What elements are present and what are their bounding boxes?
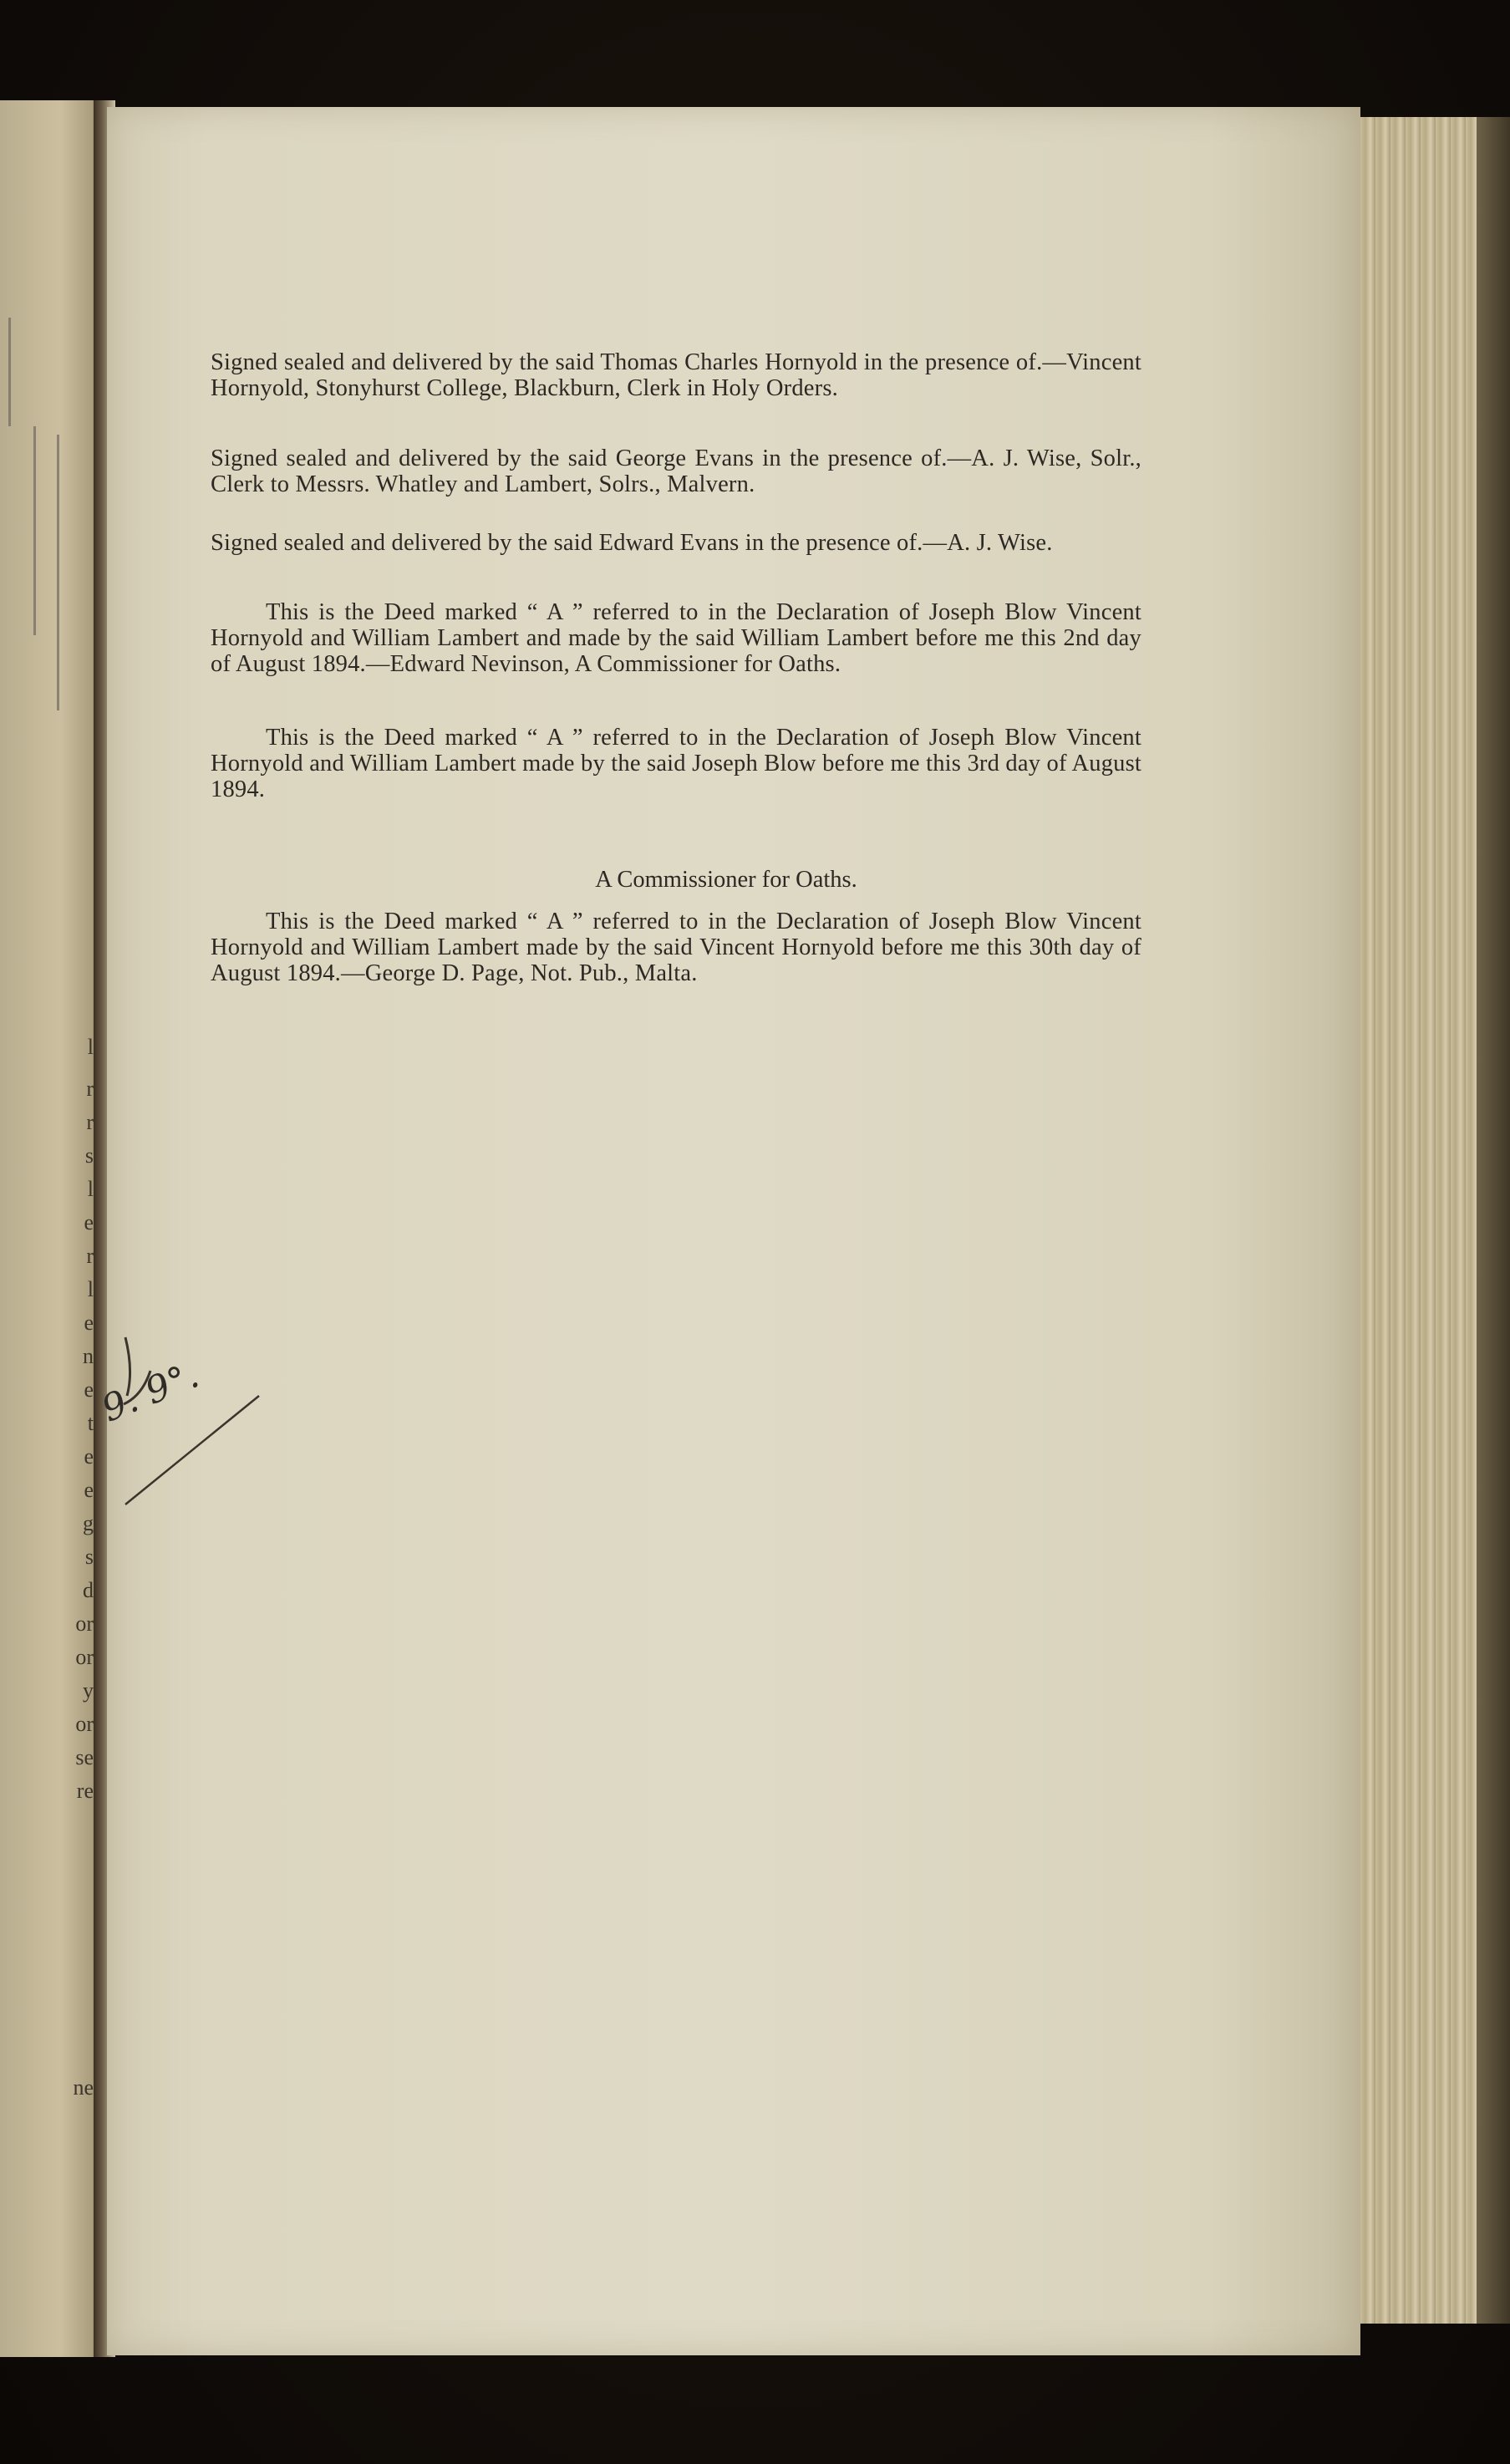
edge-char: e bbox=[84, 1210, 94, 1235]
edge-char: s bbox=[84, 1143, 94, 1168]
edge-char: n bbox=[83, 1344, 94, 1368]
handwritten-margin-note: 9. 9°. bbox=[95, 1353, 206, 1431]
edge-char: l bbox=[87, 1177, 94, 1201]
edge-char: d bbox=[83, 1578, 94, 1602]
attestation-thomas-hornyold: Signed sealed and delivered by the said Thomas Charles Hornyold in the presence of.—Vincent Hornyold, Stonyhurst College, Blackburn, Clerk in Holy Orders. bbox=[211, 349, 1141, 401]
attestation-edward-evans: Signed sealed and delivered by the said Edward Evans in the presence of.—A. J. Wise. bbox=[211, 530, 1053, 556]
edge-char: e bbox=[84, 1377, 94, 1402]
edge-char: s bbox=[84, 1545, 94, 1569]
document-page bbox=[107, 107, 1360, 2355]
edge-char: or bbox=[75, 1645, 94, 1669]
edge-char: or bbox=[75, 1611, 94, 1636]
commissioner-signature-line: A Commissioner for Oaths. bbox=[595, 867, 857, 893]
edge-char: r bbox=[86, 1110, 94, 1134]
edge-char: r bbox=[86, 1077, 94, 1101]
edge-char: or bbox=[75, 1712, 94, 1736]
edge-char: y bbox=[83, 1678, 94, 1703]
edge-char: r bbox=[86, 1244, 94, 1268]
edge-char: l bbox=[87, 1035, 94, 1059]
edge-char: e bbox=[84, 1478, 94, 1502]
deed-declaration-lambert: This is the Deed marked “ A ” referred to in the Declaration of Joseph Blow Vincent Hornyold and William Lambert and made by the said William Lambert before me this 2nd day of August 1894.—Edward Nevinson, A Commissioner for Oaths. bbox=[211, 599, 1141, 677]
deed-declaration-blow: This is the Deed marked “ A ” referred to in the Declaration of Joseph Blow Vincent Hornyold and William Lambert made by the said Joseph Blow before me this 3rd day of August 1894. bbox=[211, 725, 1141, 802]
edge-char: l bbox=[87, 1277, 94, 1301]
edge-char: g bbox=[83, 1511, 94, 1535]
facing-page-left bbox=[0, 100, 100, 2357]
edge-char: e bbox=[84, 1444, 94, 1469]
book-cover-edge bbox=[1477, 117, 1510, 2324]
edge-char: re bbox=[76, 1779, 94, 1803]
attestation-george-evans: Signed sealed and delivered by the said George Evans in the presence of.—A. J. Wise, Solr., Clerk to Messrs. Whatley and Lambert, Solrs., Malvern. bbox=[211, 445, 1141, 497]
deed-declaration-hornyold: This is the Deed marked “ A ” referred to in the Declaration of Joseph Blow Vincent Hornyold and William Lambert made by the said Vincent Hornyold before me this 30th day of August 1894.—George D. Page, Not. Pub., Malta. bbox=[211, 909, 1141, 986]
edge-char: ne bbox=[73, 2075, 94, 2100]
pencil-mark bbox=[33, 426, 36, 635]
pencil-mark bbox=[8, 318, 11, 426]
edge-char: e bbox=[84, 1311, 94, 1335]
stacked-page-edges bbox=[1360, 117, 1510, 2324]
edge-char: t bbox=[87, 1411, 94, 1435]
edge-char: se bbox=[75, 1745, 94, 1769]
pencil-mark bbox=[57, 435, 59, 710]
